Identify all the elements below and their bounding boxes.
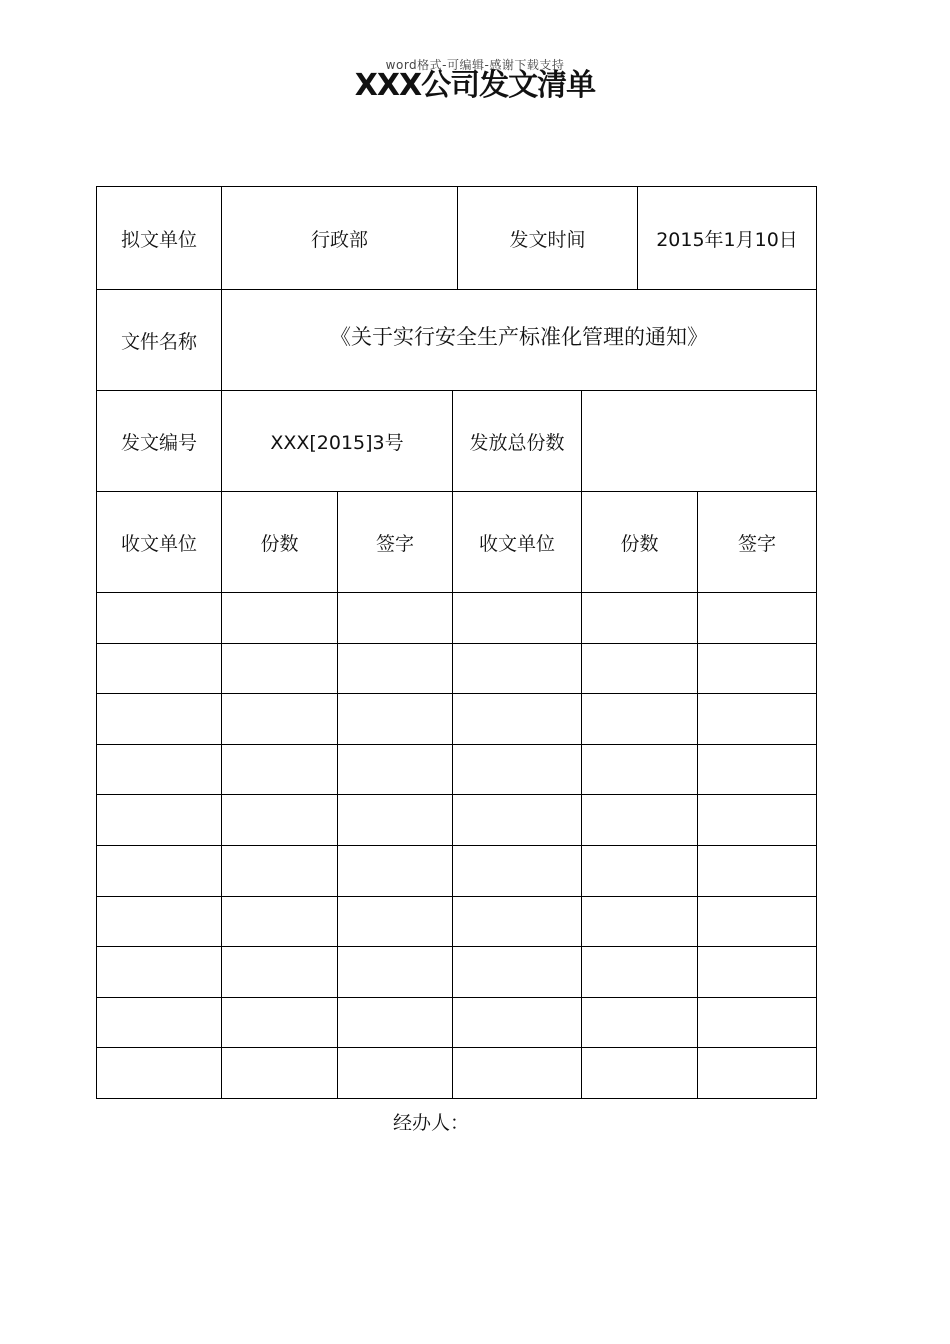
issue-time-value: 2015年1月10日 (638, 187, 817, 290)
receiving-unit-cell-2 (453, 694, 582, 745)
signature-cell-2 (698, 1048, 817, 1099)
signature-cell-2 (698, 795, 817, 846)
copies-cell-2 (582, 897, 698, 947)
copies-cell-2 (582, 947, 698, 998)
copies-cell (222, 644, 338, 694)
signature-cell (338, 644, 453, 694)
handler-label: 经办人： (393, 1112, 470, 1134)
receiving-unit-cell-2 (453, 947, 582, 998)
receiving-unit-cell-2 (453, 644, 582, 694)
copies-cell-2 (582, 1048, 698, 1099)
receiving-unit-cell-2 (453, 593, 582, 644)
receiving-unit-cell (97, 745, 222, 795)
signature-cell (338, 795, 453, 846)
signature-cell-2 (698, 593, 817, 644)
copies-cell-2 (582, 795, 698, 846)
total-copies-label: 发放总份数 (453, 391, 582, 492)
watermark-text: word格式-可编辑-感谢下载支持 (385, 58, 565, 72)
total-copies-value (582, 391, 817, 492)
copies-cell (222, 1048, 338, 1099)
copies-cell (222, 694, 338, 745)
signature-cell (338, 593, 453, 644)
header-copies-2: 份数 (582, 492, 698, 593)
signature-cell-2 (698, 947, 817, 998)
receiving-unit-cell (97, 694, 222, 745)
receiving-unit-cell (97, 593, 222, 644)
copies-cell (222, 897, 338, 947)
signature-cell (338, 998, 453, 1048)
drafting-unit-value: 行政部 (222, 187, 458, 290)
copies-cell (222, 947, 338, 998)
doc-number-value: XXX[2015]3号 (222, 391, 453, 492)
issue-time-label: 发文时间 (458, 187, 638, 290)
signature-cell (338, 897, 453, 947)
header-receiving-unit-2: 收文单位 (453, 492, 582, 593)
signature-cell-2 (698, 745, 817, 795)
receiving-unit-cell (97, 795, 222, 846)
copies-cell-2 (582, 745, 698, 795)
signature-cell-2 (698, 644, 817, 694)
copies-cell-2 (582, 694, 698, 745)
receiving-unit-cell (97, 1048, 222, 1099)
file-name-value: 《关于实行安全生产标准化管理的通知》 (222, 290, 817, 391)
copies-cell-2 (582, 998, 698, 1048)
signature-cell-2 (698, 846, 817, 897)
signature-cell-2 (698, 694, 817, 745)
receiving-unit-cell-2 (453, 846, 582, 897)
copies-cell-2 (582, 846, 698, 897)
copies-cell (222, 795, 338, 846)
file-name-label: 文件名称 (97, 290, 222, 391)
header-signature: 签字 (338, 492, 453, 593)
signature-cell (338, 846, 453, 897)
receiving-unit-cell-2 (453, 998, 582, 1048)
drafting-unit-label: 拟文单位 (97, 187, 222, 290)
receiving-unit-cell (97, 947, 222, 998)
copies-cell-2 (582, 593, 698, 644)
copies-cell (222, 846, 338, 897)
receiving-unit-cell-2 (453, 745, 582, 795)
header-copies: 份数 (222, 492, 338, 593)
receiving-unit-cell (97, 998, 222, 1048)
signature-cell (338, 1048, 453, 1099)
header-receiving-unit: 收文单位 (97, 492, 222, 593)
page-title: XXX公司发文清单 (354, 68, 596, 103)
receiving-unit-cell-2 (453, 897, 582, 947)
receiving-unit-cell-2 (453, 795, 582, 846)
receiving-unit-cell (97, 897, 222, 947)
copies-cell (222, 998, 338, 1048)
header-signature-2: 签字 (698, 492, 817, 593)
dispatch-form-table (96, 186, 817, 1099)
signature-cell-2 (698, 897, 817, 947)
copies-cell-2 (582, 644, 698, 694)
signature-cell (338, 745, 453, 795)
copies-cell (222, 745, 338, 795)
receiving-unit-cell-2 (453, 1048, 582, 1099)
signature-cell (338, 694, 453, 745)
signature-cell (338, 947, 453, 998)
receiving-unit-cell (97, 644, 222, 694)
copies-cell (222, 593, 338, 644)
receiving-unit-cell (97, 846, 222, 897)
doc-number-label: 发文编号 (97, 391, 222, 492)
signature-cell-2 (698, 998, 817, 1048)
